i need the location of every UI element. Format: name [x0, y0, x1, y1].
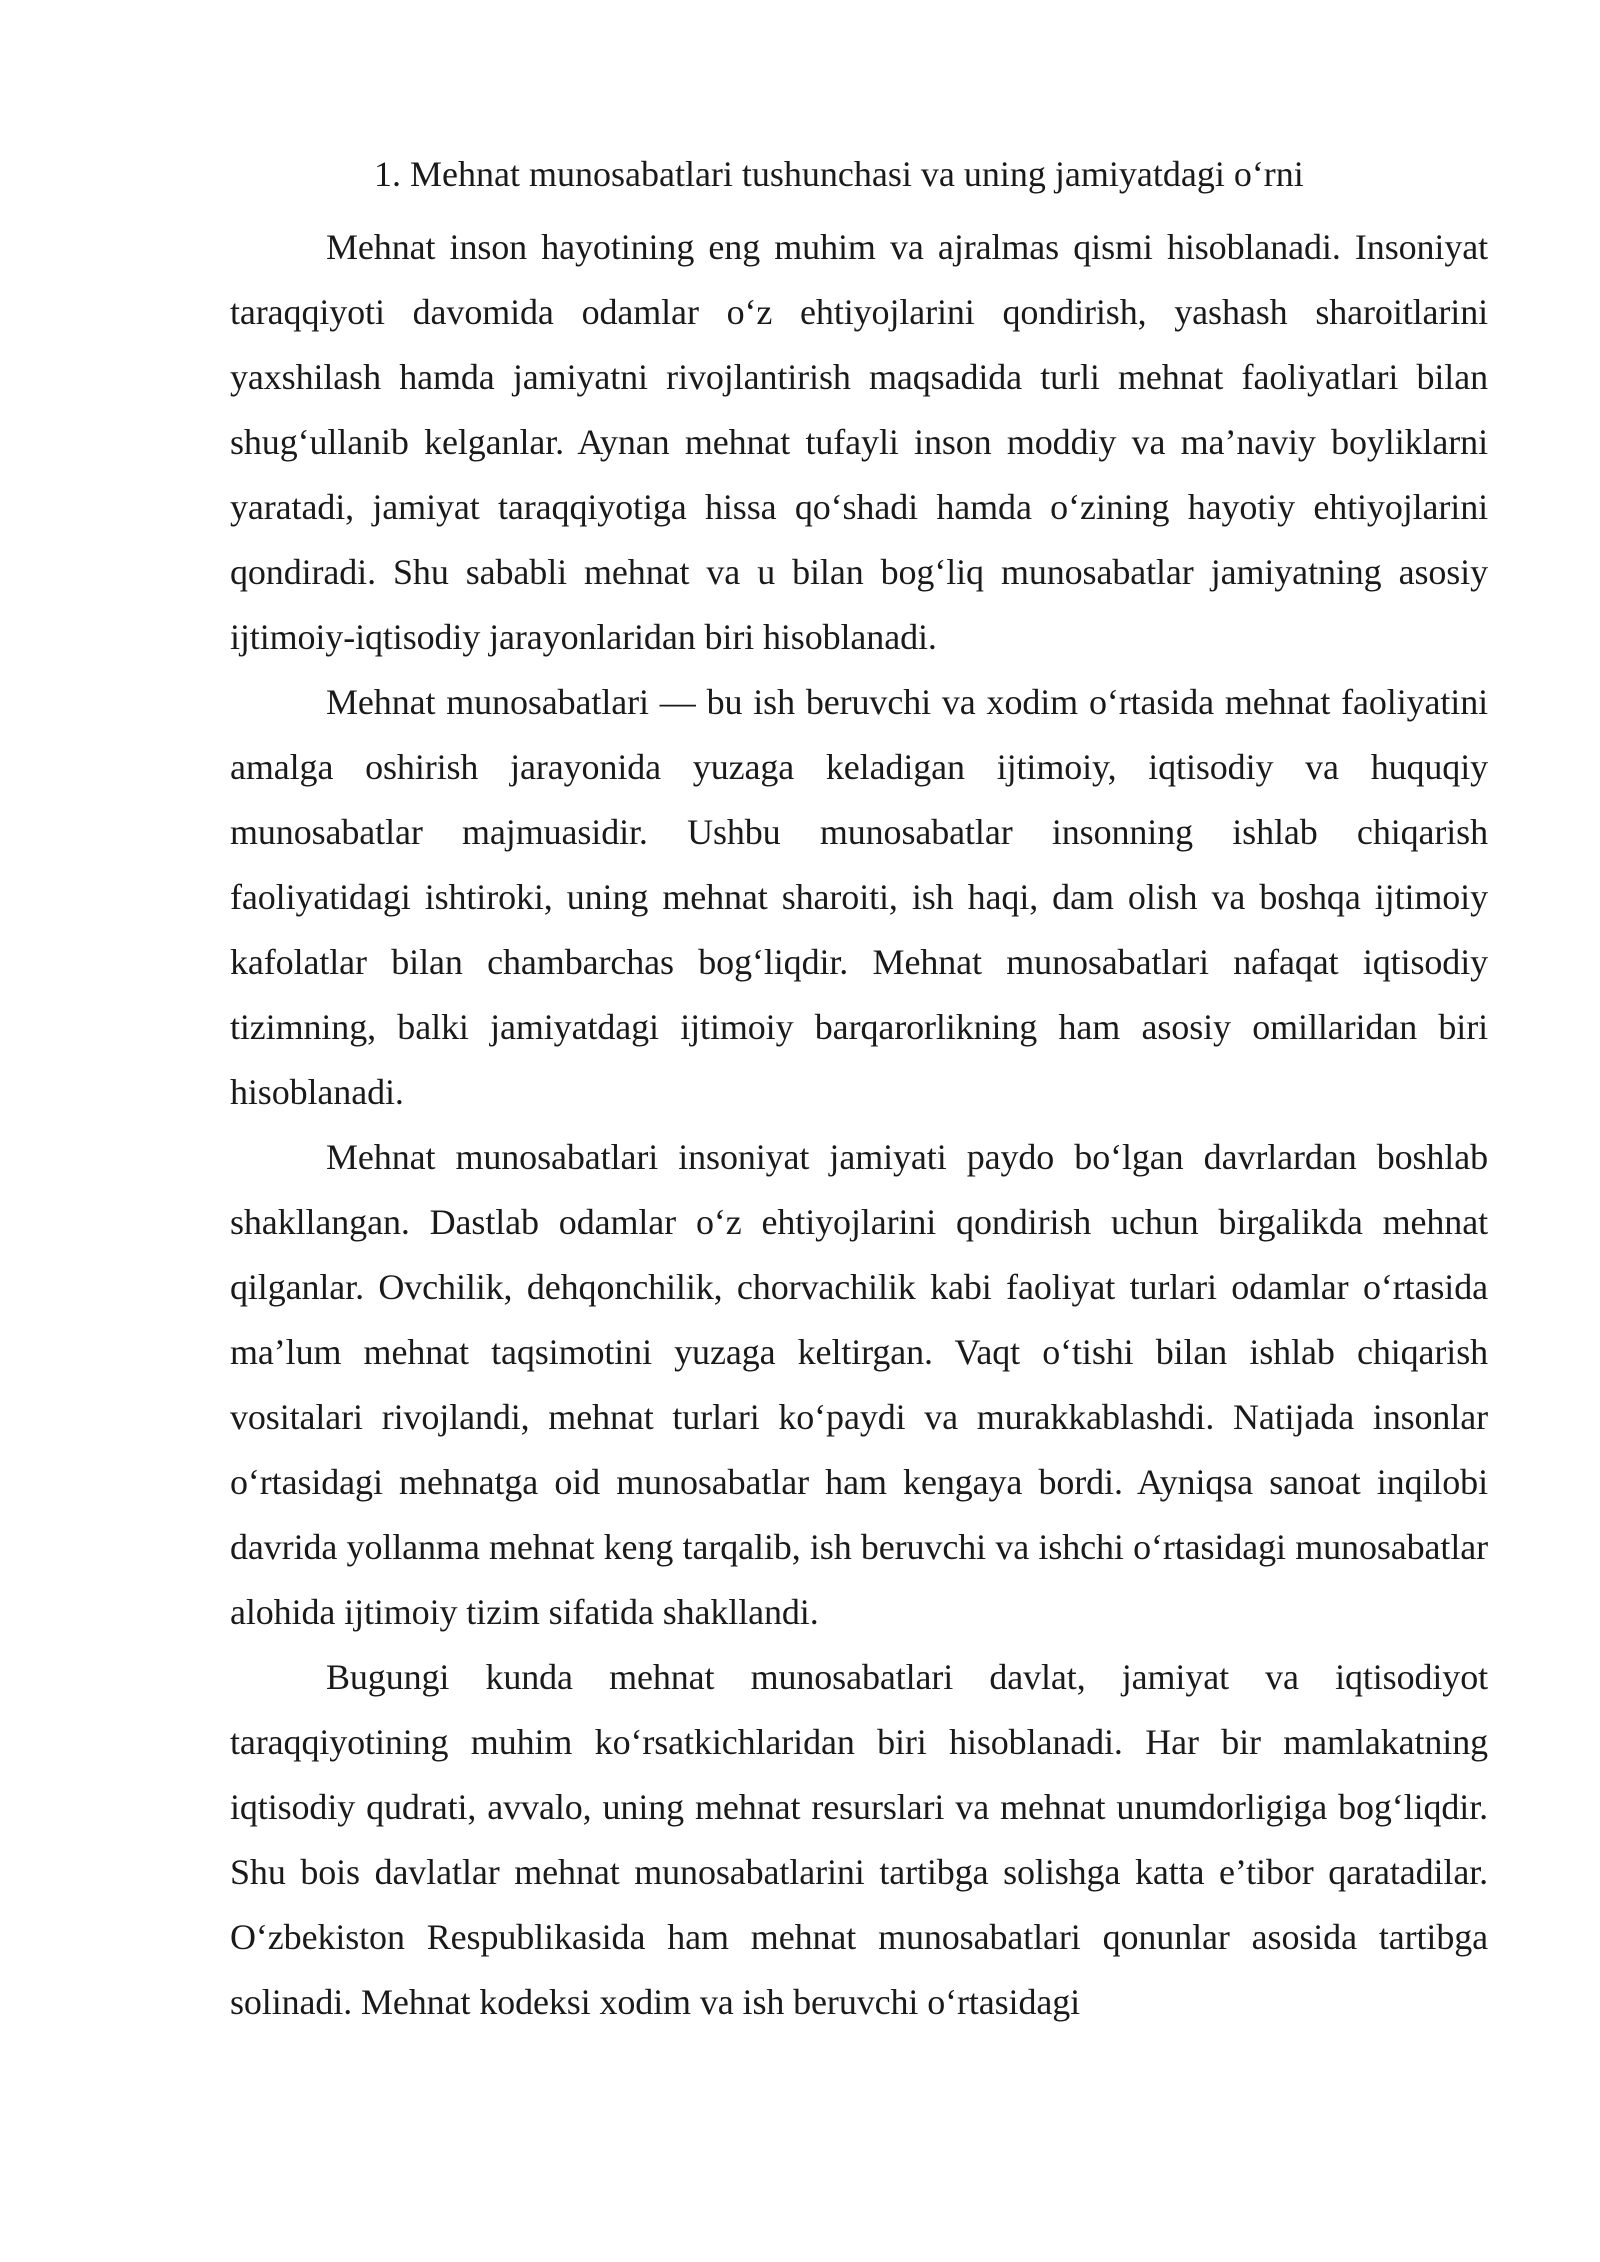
paragraph-4: Bugungi kunda mehnat munosabatlari davlat, jamiyat va iqtisodiyot taraqqiyotining muhim ko‘rsatkichlaridan biri hisoblanadi. Har bir mamlakatning iqtisodiy qudrati, avvalo, uning mehnat resurslari va mehnat unumdorligiga bog‘liqdir. Shu bois davlatlar mehnat munosabatlarini tartibga solishga katta e’tibor qaratadilar. O‘zbekiston Respublikasida ham mehnat munosabatlari qonunlar asosida tartibga solinadi. Mehnat kodeksi xodim va ish beruvchi o‘rtasidagi — [230, 1657, 1488, 2022]
section-heading: 1. Mehnat munosabatlari tushunchasi va uning jamiyatdagi o‘rni — [374, 154, 1304, 194]
document-page — [230, 150, 1488, 2035]
paragraph-3: Mehnat munosabatlari insoniyat jamiyati paydo bo‘lgan davrlardan boshlab shakllangan. Dastlab odamlar o‘z ehtiyojlarini qondirish uchun birgalikda mehnat qilganlar. Ovchilik, dehqonchilik, chorvachilik kabi faoliyat turlari odamlar o‘rtasida ma’lum mehnat taqsimotini yuzaga keltirgan. Vaqt o‘tishi bilan ishlab chiqarish vositalari rivojlandi, mehnat turlari ko‘paydi va murakkablashdi. Natijada insonlar o‘rtasidagi mehnatga oid munosabatlar ham kengaya bordi. Ayniqsa sanoat inqilobi davrida yollanma mehnat keng tarqalib, ish beruvchi va ishchi o‘rtasidagi munosabatlar alohida ijtimoiy tizim sifatida shakllandi. — [230, 1137, 1488, 1632]
paragraph-2: Mehnat munosabatlari — bu ish beruvchi va xodim o‘rtasida mehnat faoliyatini amalga oshirish jarayonida yuzaga keladigan ijtimoiy, iqtisodiy va huquqiy munosabatlar majmuasidir. Ushbu munosabatlar insonning ishlab chiqarish faoliyatidagi ishtiroki, uning mehnat sharoiti, ish haqi, dam olish va boshqa ijtimoiy kafolatlar bilan chambarchas bog‘liqdir. Mehnat munosabatlari nafaqat iqtisodiy tizimning, balki jamiyatdagi ijtimoiy barqarorlikning ham asosiy omillaridan biri hisoblanadi. — [230, 682, 1488, 1112]
paragraph-1: Mehnat inson hayotining eng muhim va ajralmas qismi hisoblanadi. Insoniyat taraqqiyoti davomida odamlar o‘z ehtiyojlarini qondirish, yashash sharoitlarini yaxshilash hamda jamiyatni rivojlantirish maqsadida turli mehnat faoliyatlari bilan shug‘ullanib kelganlar. Aynan mehnat tufayli inson moddiy va ma’naviy boyliklarni yaratadi, jamiyat taraqqiyotiga hissa qo‘shadi hamda o‘zining hayotiy ehtiyojlarini qondiradi. Shu sababli mehnat va u bilan bog‘liq munosabatlar jamiyatning asosiy ijtimoiy-iqtisodiy jarayonlaridan biri hisoblanadi. — [230, 227, 1488, 657]
